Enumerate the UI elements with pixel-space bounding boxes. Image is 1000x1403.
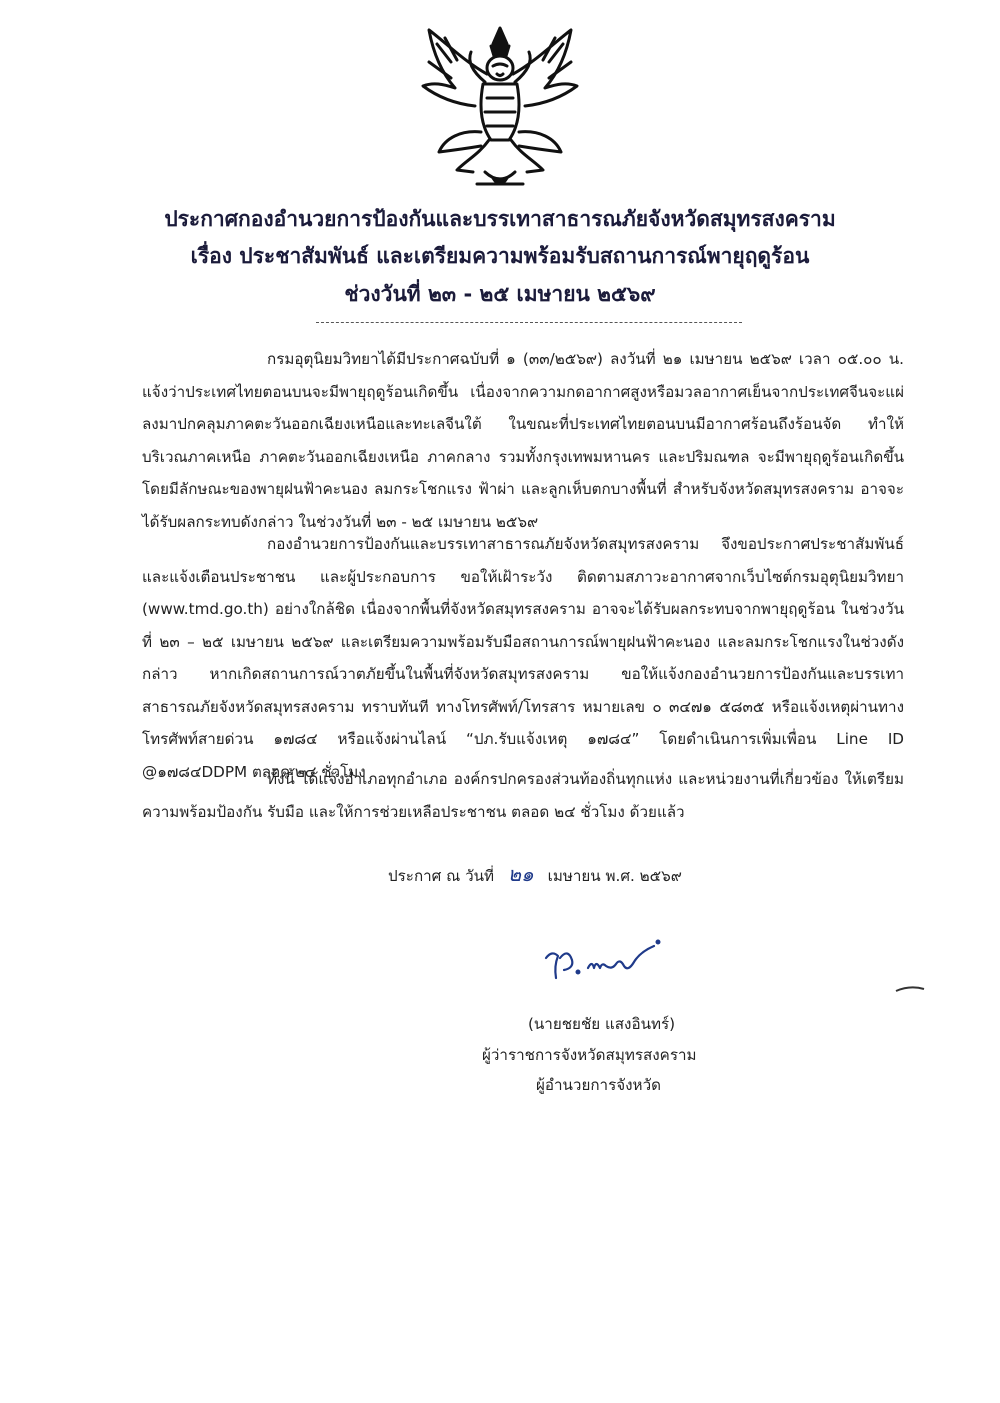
signatory-position-governor: ผู้ว่าราชการจังหวัดสมุทรสงคราม	[482, 1046, 697, 1064]
body-paragraph-1: กรมอุตุนิยมวิทยาได้มีประกาศฉบับที่ ๑ (๓๓/๒๕๖๙) ลงวันที่ ๒๑ เมษายน ๒๕๖๙ เวลา ๐๕.๐๐ น. แจ้งว่าประเทศไทยตอนบนจะมีพายุฤดูร้อนเกิดขึ้น เนื่องจากความกดอากาศสูงหรือมวลอากาศเย็นจากประเทศจีนจะแผ่ลงมาปกคลุมภาคตะวันออกเฉียงเหนือและทะเลจีนใต้ ในขณะที่ประเทศไทยตอนบนมีอากาศร้อนถึงร้อนจัด ทำให้บริเวณภาคเหนือ ภาคตะวันออกเฉียงเหนือ ภาคกลาง รวมทั้งกรุงเทพมหานคร และปริมณฑล จะมีพายุฤดูร้อนเกิดขึ้น โดยมีลักษณะของพายุฝนฟ้าคะนอง ลมกระโชกแรง ฟ้าผ่า และลูกเห็บตกบางพื้นที่ สำหรับจังหวัดสมุทรสงคราม อาจจะได้รับผลกระทบดังกล่าว ในช่วงวันที่ ๒๓ - ๒๕ เมษายน ๒๕๖๙	[142, 350, 904, 531]
announcement-prefix: ประกาศ ณ วันที่	[388, 867, 494, 885]
announcement-suffix: เมษายน พ.ศ. ๒๕๖๙	[547, 867, 682, 885]
stray-ink-mark-icon	[895, 985, 925, 995]
signature-icon	[540, 928, 690, 988]
title-line-1: ประกาศกองอำนวยการป้องกันและบรรเทาสาธารณภัยจังหวัดสมุทรสงคราม	[164, 207, 836, 231]
body-paragraph-3: ทั้งนี้ ได้แจ้งอำเภอทุกอำเภอ องค์กรปกครองส่วนท้องถิ่นทุกแห่ง และหน่วยงานที่เกี่ยวข้อง ให้เตรียมความพร้อมป้องกัน รับมือ และให้การช่วยเหลือประชาชน ตลอด ๒๔ ชั่วโมง ด้วยแล้ว	[142, 770, 904, 821]
announcement-day-handwritten: ๒๑	[507, 862, 534, 886]
title-line-2: เรื่อง ประชาสัมพันธ์ และเตรียมความพร้อมรับสถานการณ์พายุฤดูร้อน	[190, 244, 810, 268]
body-paragraph-2: กองอำนวยการป้องกันและบรรเทาสาธารณภัยจังหวัดสมุทรสงคราม จึงขอประกาศประชาสัมพันธ์และแจ้งเตือนประชาชน และผู้ประกอบการ ขอให้เฝ้าระวัง ติดตามสภาวะอากาศจากเว็บไซต์กรมอุตุนิยมวิทยา (www.tmd.go.th) อย่างใกล้ชิด เนื่องจากพื้นที่จังหวัดสมุทรสงคราม อาจจะได้รับผลกระทบจากพายุฤดูร้อน ในช่วงวันที่ ๒๓ – ๒๕ เมษายน ๒๕๖๙ และเตรียมความพร้อมรับมือสถานการณ์พายุฝนฟ้าคะนอง และลมกระโชกแรงในช่วงดังกล่าว หากเกิดสถานการณ์วาตภัยขึ้นในพื้นที่จังหวัดสมุทรสงคราม ขอให้แจ้งกองอำนวยการป้องกันและบรรเทาสาธารณภัยจังหวัดสมุทรสงคราม ทราบทันที ทางโทรศัพท์/โทรสาร หมายเลข ๐ ๓๔๗๑ ๕๘๓๕ หรือแจ้งเหตุผ่านทางโทรศัพท์สายด่วน ๑๗๘๔ หรือแจ้งผ่านไลน์ “ปภ.รับแจ้งเหตุ ๑๗๘๔” โดยดำเนินการเพิ่มเพื่อน Line ID @๑๗๘๔DDPM ตลอด ๒๔ ชั่วโมง	[142, 535, 905, 781]
signatory-name: (นายชยชัย แสงอินทร์)	[528, 1015, 676, 1033]
announcement-date	[388, 858, 682, 890]
signatory-position-director: ผู้อำนวยการจังหวัด	[536, 1076, 661, 1094]
garuda-emblem-icon	[415, 22, 585, 194]
divider-line	[316, 322, 742, 323]
title-line-3: ช่วงวันที่ ๒๓ - ๒๕ เมษายน ๒๕๖๙	[344, 282, 656, 306]
